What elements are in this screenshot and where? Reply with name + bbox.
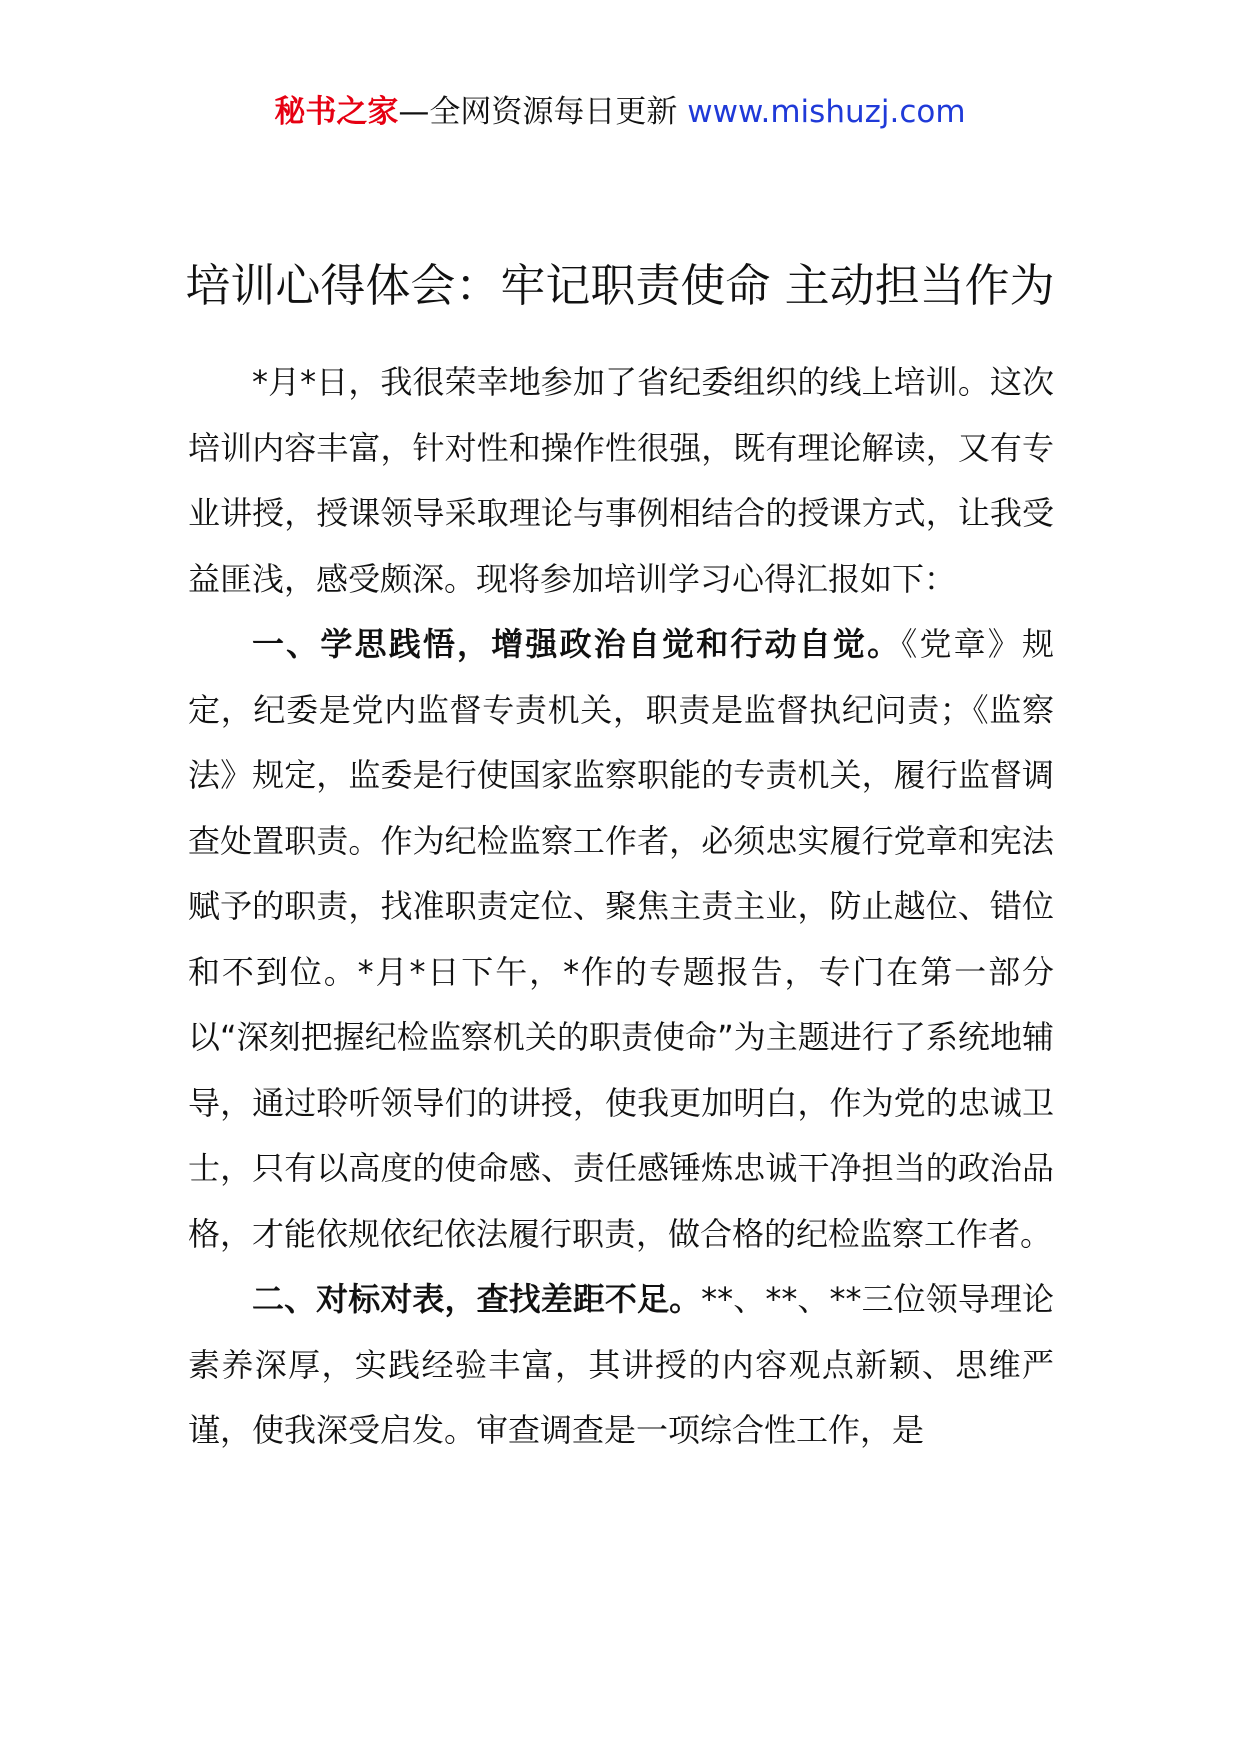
site-tagline: —全网资源每日更新 <box>398 94 678 130</box>
site-header <box>0 92 1240 132</box>
paragraph-text: **、**、**三位领导理论素养深厚，实践经验丰富，其讲授的内容观点新颖、思维严谨，使我深受启发。审查调查是一项综合性工作，是 <box>188 1280 1054 1449</box>
document-title: 培训心得体会：牢记职责使命 主动担当作为 <box>185 259 1055 312</box>
section-heading: 一、学思践悟，增强政治自觉和行动自觉。 <box>252 625 902 663</box>
paragraph-intro <box>188 350 1054 612</box>
document-body <box>188 350 1054 1464</box>
section-heading: 二、对标对表，查找差距不足。 <box>252 1280 702 1318</box>
paragraph-section-1 <box>188 612 1054 1267</box>
paragraph-section-2 <box>188 1267 1054 1464</box>
site-brand: 秘书之家 <box>274 94 399 130</box>
site-url-link[interactable]: www.mishuzj.com <box>687 94 966 130</box>
paragraph-text: 《党章》规定，纪委是党内监督专责机关，职责是监督执纪问责；《监察法》规定，监委是行使国家监察职能的专责机关，履行监督调查处置职责。作为纪检监察工作者，必须忠实履行党章和宪法赋予的职责，找准职责定位、聚焦主责主业，防止越位、错位和不到位。*月*日下午，*作的专题报告，专门在第一部分以“深刻把握纪检监察机关的职责使命”为主题进行了系统地辅导，通过聆听领导们的讲授，使我更加明白，作为党的忠诚卫士，只有以高度的使命感、责任感锤炼忠诚干净担当的政治品格，才能依规依纪依法履行职责，做合格的纪检监察工作者。 <box>188 625 1054 1253</box>
paragraph-text: *月*日，我很荣幸地参加了省纪委组织的线上培训。这次培训内容丰富，针对性和操作性很强，既有理论解读，又有专业讲授，授课领导采取理论与事例相结合的授课方式，让我受益匪浅，感受颇深。现将参加培训学习心得汇报如下： <box>188 363 1054 598</box>
